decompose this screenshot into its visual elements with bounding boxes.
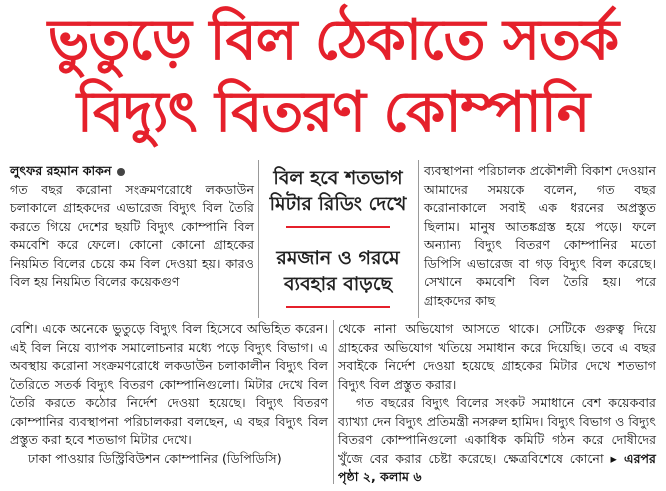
byline-name: লুৎফর রহমান কাকন bbox=[10, 163, 112, 178]
column-divider bbox=[418, 160, 419, 318]
article-paragraph: থেকে নানা অভিযোগ আসতে থাকে। সেটিকে গুরুত্ব দিয়ে গ্রাহকের অভিযোগ খতিয়ে সমাধান করে দিয়েছি। তবে এ বছর সবাইকে নির্দেশ দেওয়া হয়েছে গ্রাহকের মিটার দেখে শতভাগ বিদ্যুৎ বিল প্রস্তুত করার। bbox=[338, 321, 656, 392]
article-text: গত বছরের বিদ্যুৎ বিলের সংকট সমাধানে বেশ কয়েকবার ব্যাখ্যা দেন বিদ্যুৎ প্রতিমন্ত্রী নসরুল হামিদ। বিদ্যুৎ বিভাগ ও বিদ্যুৎ বিতরণ কোম্পানিগুলো একাধিক কমিটি গঠন করে দোষীদের খুঁজে বের করার চেষ্টা করেছে। ক্ষেত্রবিশেষে কোনো bbox=[338, 395, 656, 466]
article-paragraph: ব্যবস্থাপনা পরিচালক প্রকৌশলী বিকাশ দেওয়ান আমাদের সময়কে বলেন, গত বছর করোনাকালে সবাই এক ধরনের অপ্রস্তুত ছিলাম। মানুষ আতঙ্কগ্রস্ত হয়ে পড়ে। ফলে অন্যান্য বিদ্যুৎ বিতরণ কোম্পানির মতো ডিপিসি এভারেজ বা গড় বিদ্যুৎ বিল করেছে। সেখানে কমবেশি বিল তৈরি হয়। পরে গ্রাহকদের কাছ bbox=[424, 163, 656, 308]
headline-line-2: বিদ্যুৎ বিতরণ কোম্পানি bbox=[76, 80, 590, 145]
continuation-text: এরপর পৃষ্ঠা ২, কলাম ৬ bbox=[338, 450, 656, 484]
headline-line-1: ভুতুড়ে বিল ঠেকাতে সতর্ক bbox=[47, 8, 619, 73]
subheading-rule bbox=[286, 306, 390, 308]
subheading-rule bbox=[286, 226, 390, 228]
bullet-icon bbox=[117, 168, 125, 176]
article-paragraph: ঢাকা পাওয়ার ডিস্ট্রিবিউশন কোম্পানির (ডিপিডিসি) bbox=[28, 450, 282, 466]
column-divider bbox=[258, 160, 259, 318]
byline bbox=[10, 162, 254, 181]
article-column-right-bottom bbox=[338, 320, 656, 487]
subheading: মিটার রিডিং দেখে bbox=[269, 193, 407, 215]
subheading: ব্যবহার বাড়ছে bbox=[283, 273, 392, 295]
column-divider bbox=[333, 320, 334, 484]
triangle-right-icon: ▸ bbox=[610, 450, 624, 466]
article-column-left-top bbox=[10, 162, 254, 292]
article-paragraph bbox=[338, 394, 656, 487]
subheading: রমজান ও গরমে bbox=[276, 247, 400, 269]
subheading: বিল হবে শতভাগ bbox=[273, 167, 403, 189]
article-column-right-top bbox=[424, 162, 656, 310]
subheading-box bbox=[262, 160, 414, 316]
article-paragraph: গত বছর করোনা সংক্রমণরোধে লকডাউন চলাকালে গ্রাহকদের এভারেজ বিদ্যুৎ বিল তৈরি করতে গিয়ে দেশের ছয়টি বিদ্যুৎ কোম্পানি বিল কমবেশি করে ফেলে। কোনো কোনো গ্রাহকের নিয়মিত বিলের চেয়ে কম বিল দেওয়া হয়। কারও বিল হয় নিয়মিত বিলের কয়েকগুণ bbox=[10, 181, 254, 289]
article-column-left-bottom bbox=[10, 320, 328, 468]
article-paragraph: বেশি। একে অনেকে ভুতুড়ে বিদ্যুৎ বিল হিসেবে অভিহিত করেন। এই বিল নিয়ে ব্যাপক সমালোচনার মধ্যে পড়ে বিদ্যুৎ বিভাগ। এ অবস্থায় করোনা সংক্রমণরোধে লকডাউন চলাকালীন বিদ্যুৎ বিল তৈরিতে সতর্ক বিদ্যুৎ বিতরণ কোম্পানিগুলো। মিটার দেখে বিল তৈরি করতে কঠোর নির্দেশ দেওয়া হয়েছে। বিদ্যুৎ বিতরণ কোম্পানির ব্যবস্থাপনা পরিচালকরা বলছেন, এ বছর বিদ্যুৎ বিল প্রস্তুত করা হবে শতভাগ মিটার দেখে। bbox=[10, 321, 328, 447]
